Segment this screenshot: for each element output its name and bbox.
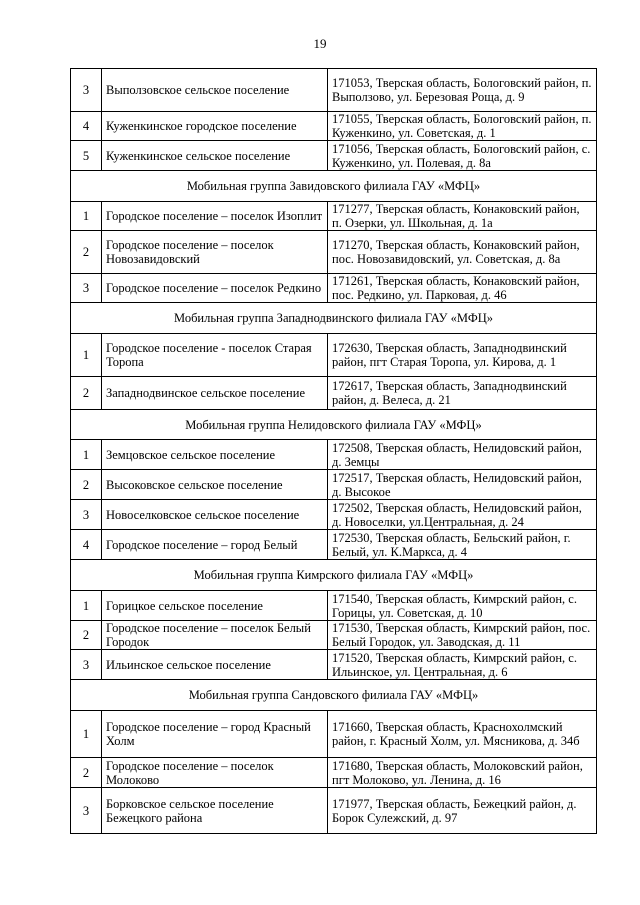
row-number: 3 xyxy=(71,69,102,112)
address-cell: 171056, Тверская область, Бологовский район, с. Куженкино, ул. Полевая, д. 8а xyxy=(328,141,597,171)
table-row xyxy=(71,377,597,410)
settlement-name: Городское поселение – поселок Белый Городок xyxy=(102,621,328,650)
address-cell: 171680, Тверская область, Молоковский район, пгт Молоково, ул. Ленина, д. 16 xyxy=(328,758,597,788)
table-row xyxy=(71,788,597,834)
address-cell: 171055, Тверская область, Бологовский район, п. Куженкино, ул. Советская, д. 1 xyxy=(328,112,597,141)
row-number: 1 xyxy=(71,440,102,470)
row-number: 1 xyxy=(71,711,102,758)
table-row xyxy=(71,334,597,377)
settlement-name: Городское поселение – город Красный Холм xyxy=(102,711,328,758)
row-number: 2 xyxy=(71,231,102,274)
settlement-name: Высоковское сельское поселение xyxy=(102,470,328,500)
row-number: 5 xyxy=(71,141,102,171)
table-row xyxy=(71,440,597,470)
settlement-name: Куженкинское сельское поселение xyxy=(102,141,328,171)
row-number: 3 xyxy=(71,788,102,834)
address-cell: 171540, Тверская область, Кимрский район, с. Горицы, ул. Советская, д. 10 xyxy=(328,591,597,621)
settlement-name: Куженкинское городское поселение xyxy=(102,112,328,141)
row-number: 1 xyxy=(71,334,102,377)
table-row xyxy=(71,470,597,500)
settlement-name: Городское поселение – поселок Новозавидовский xyxy=(102,231,328,274)
table-row xyxy=(71,112,597,141)
group-header-row xyxy=(71,303,597,334)
address-cell: 171530, Тверская область, Кимрский район, пос. Белый Городок, ул. Заводская, д. 11 xyxy=(328,621,597,650)
address-cell: 172508, Тверская область, Нелидовский район, д. Земцы xyxy=(328,440,597,470)
row-number: 2 xyxy=(71,621,102,650)
group-header-row xyxy=(71,171,597,202)
group-header: Мобильная группа Нелидовского филиала ГАУ «МФЦ» xyxy=(71,410,597,440)
address-cell: 171270, Тверская область, Конаковский район, пос. Новозавидовский, ул. Советская, д. 8а xyxy=(328,231,597,274)
settlement-name: Земцовское сельское поселение xyxy=(102,440,328,470)
table-row xyxy=(71,530,597,560)
address-cell: 172517, Тверская область, Нелидовский район, д. Высокое xyxy=(328,470,597,500)
row-number: 1 xyxy=(71,591,102,621)
settlement-name: Городское поселение – поселок Молоково xyxy=(102,758,328,788)
row-number: 3 xyxy=(71,274,102,303)
group-header: Мобильная группа Западнодвинского филиала ГАУ «МФЦ» xyxy=(71,303,597,334)
settlement-name: Городское поселение – город Белый xyxy=(102,530,328,560)
row-number: 1 xyxy=(71,202,102,231)
settlement-name: Городское поселение – поселок Изоплит xyxy=(102,202,328,231)
settlement-name: Городское поселение – поселок Редкино xyxy=(102,274,328,303)
settlement-name: Западнодвинское сельское поселение xyxy=(102,377,328,410)
address-cell: 172630, Тверская область, Западнодвинский район, пгт Старая Торопа, ул. Кирова, д. 1 xyxy=(328,334,597,377)
table-row xyxy=(71,650,597,680)
row-number: 2 xyxy=(71,377,102,410)
settlements-table xyxy=(70,68,597,834)
address-cell: 172530, Тверская область, Бельский район, г. Белый, ул. К.Маркса, д. 4 xyxy=(328,530,597,560)
table-row xyxy=(71,231,597,274)
table-row xyxy=(71,500,597,530)
address-cell: 171261, Тверская область, Конаковский район, пос. Редкино, ул. Парковая, д. 46 xyxy=(328,274,597,303)
table-row xyxy=(71,591,597,621)
page-number: 19 xyxy=(313,36,327,51)
settlement-name: Борковское сельское поселение Бежецкого района xyxy=(102,788,328,834)
address-cell: 171277, Тверская область, Конаковский район, п. Озерки, ул. Школьная, д. 1а xyxy=(328,202,597,231)
row-number: 2 xyxy=(71,758,102,788)
group-header-row xyxy=(71,680,597,711)
table-row xyxy=(71,202,597,231)
address-cell: 171053, Тверская область, Бологовский район, п. Выползово, ул. Березовая Роща, д. 9 xyxy=(328,69,597,112)
settlement-name: Ильинское сельское поселение xyxy=(102,650,328,680)
address-cell: 172617, Тверская область, Западнодвинский район, д. Велеса, д. 21 xyxy=(328,377,597,410)
table-row xyxy=(71,758,597,788)
row-number: 3 xyxy=(71,650,102,680)
address-cell: 171660, Тверская область, Краснохолмский район, г. Красный Холм, ул. Мясникова, д. 34б xyxy=(328,711,597,758)
group-header-row xyxy=(71,560,597,591)
group-header: Мобильная группа Сандовского филиала ГАУ «МФЦ» xyxy=(71,680,597,711)
address-cell: 171520, Тверская область, Кимрский район, с. Ильинское, ул. Центральная, д. 6 xyxy=(328,650,597,680)
group-header: Мобильная группа Завидовского филиала ГАУ «МФЦ» xyxy=(71,171,597,202)
row-number: 4 xyxy=(71,112,102,141)
address-cell: 172502, Тверская область, Нелидовский район, д. Новоселки, ул.Центральная, д. 24 xyxy=(328,500,597,530)
table-row xyxy=(71,274,597,303)
table-row xyxy=(71,141,597,171)
settlement-name: Городское поселение - поселок Старая Торопа xyxy=(102,334,328,377)
table-row xyxy=(71,711,597,758)
table-row xyxy=(71,69,597,112)
row-number: 2 xyxy=(71,470,102,500)
address-cell: 171977, Тверская область, Бежецкий район, д. Борок Сулежский, д. 97 xyxy=(328,788,597,834)
table-row xyxy=(71,621,597,650)
group-header-row xyxy=(71,410,597,440)
settlement-name: Новоселковское сельское поселение xyxy=(102,500,328,530)
row-number: 3 xyxy=(71,500,102,530)
settlement-name: Выползовское сельское поселение xyxy=(102,69,328,112)
row-number: 4 xyxy=(71,530,102,560)
settlement-name: Горицкое сельское поселение xyxy=(102,591,328,621)
group-header: Мобильная группа Кимрского филиала ГАУ «МФЦ» xyxy=(71,560,597,591)
